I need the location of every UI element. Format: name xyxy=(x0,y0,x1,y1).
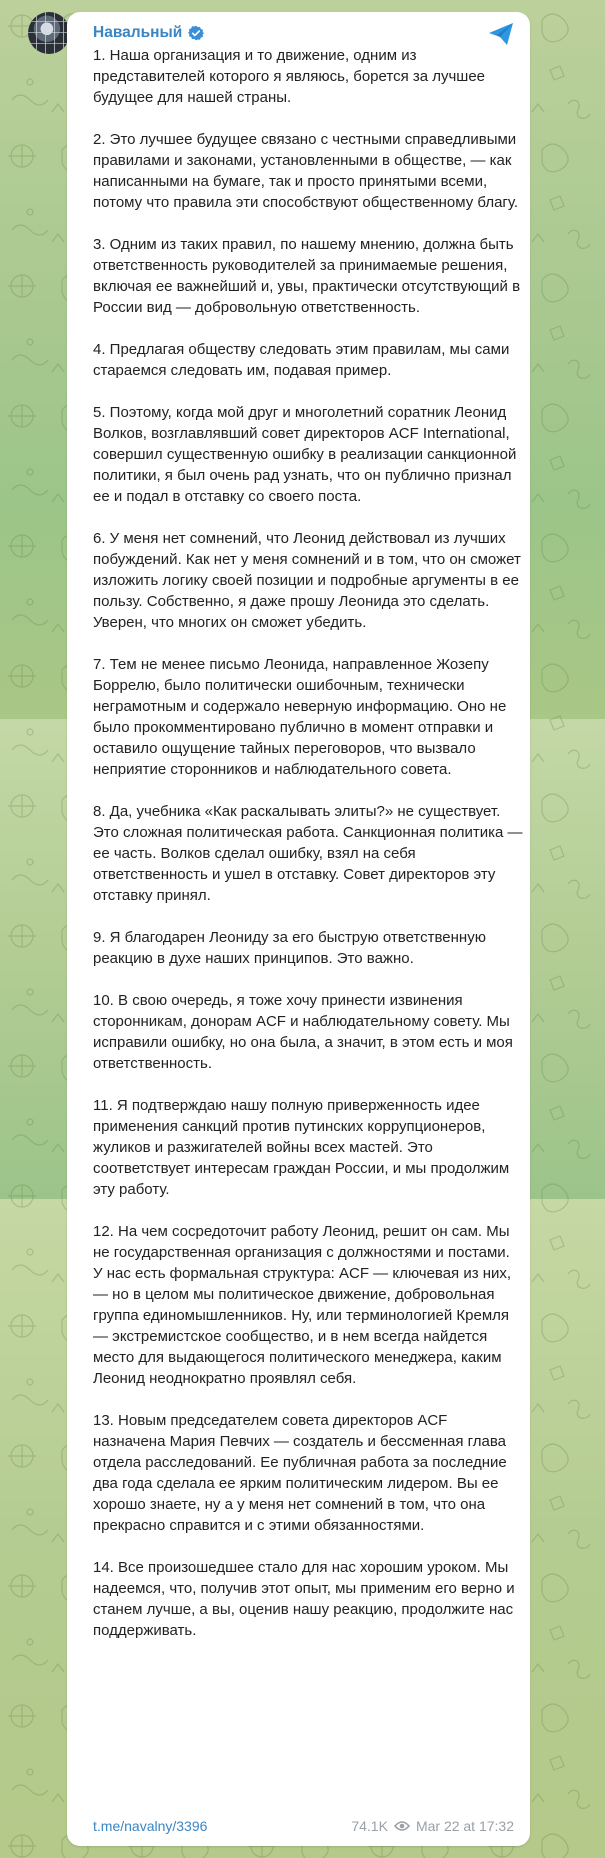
paragraph-12: 12. На чем сосредоточит работу Леонид, решит он сам. Мы не государственная организация с должностями и постами. У нас есть формальная структура: ACF — ключевая из них, — но в целом мы политическое движение, добровольная группа единомышленников. Ну, или терминологией Кремля — экстремистское сообщество, и в нем всегда найдется место для выдающегося политического менеджера, каким Леонид неоднократно проявлял себя. xyxy=(93,1223,512,1387)
paragraph-1: 1. Наша организация и то движение, одним из представителей которого я являюсь, борется за лучшее будущее для нашей страны. xyxy=(93,47,486,106)
paragraph-5: 5. Поэтому, когда мой друг и многолетний соратник Леонид Волков, возглавлявший совет директоров ACF International, совершил существенную ошибку в реализации санкционной политики, я был очень рад узнать, что он публично признал ее и подал в отставку со своего поста. xyxy=(93,404,517,505)
paragraph-11: 11. Я подтверждаю нашу полную приверженность идее применения санкций против путинских коррупционеров, жуликов и разжигателей войны всех мастей. Это соответствует интересам граждан России, и мы продолжим эту работу. xyxy=(93,1097,510,1198)
eye-icon xyxy=(394,1820,410,1832)
avatar-photo-icon xyxy=(28,12,70,54)
verified-badge-icon xyxy=(188,25,204,41)
message-meta xyxy=(351,1818,514,1834)
paragraph-4: 4. Предлагая обществу следовать этим правилам, мы сами стараемся следовать им, подавая пример. xyxy=(93,341,510,379)
post-link[interactable]: t.me/navalny/3396 xyxy=(93,1818,208,1834)
message-body xyxy=(93,45,523,1641)
message-header xyxy=(93,22,204,44)
channel-avatar[interactable] xyxy=(28,12,70,54)
paragraph-13: 13. Новым председателем совета директоров ACF назначена Мария Певчих — создатель и бессменная глава отдела расследований. Ее публичная работа за последние два года сделала ее ярким политическим лидером. Вы ее хорошо знаете, ну а у меня нет сомнений в том, что она прекрасно справится и с этими обязанностями. xyxy=(93,1412,507,1534)
paragraph-7: 7. Тем не менее письмо Леонида, направленное Жозепу Боррелю, было политически ошибочным, технически неграмотным и содержало неверную информацию. Оно не было прокомментировано публично в момент отправки и оставило ощущение тайных переговоров, что вызвало неприятие сторонников и наблюдательного совета. xyxy=(93,656,507,778)
paragraph-10: 10. В свою очередь, я тоже хочу принести извинения сторонникам, донорам ACF и наблюдательному совету. Мы исправили ошибку, но она была, а значит, в этом есть и моя ответственность. xyxy=(93,992,513,1072)
message-card xyxy=(67,12,530,1846)
paragraph-14: 14. Все произошедшее стало для нас хорошим уроком. Мы надеемся, что, получив этот опыт, мы применим его верно и станем лучше, а вы, оценив нашу реакцию, продолжите нас поддерживать. xyxy=(93,1559,515,1639)
view-count: 74.1K xyxy=(351,1818,388,1834)
timestamp: Mar 22 at 17:32 xyxy=(415,1818,514,1834)
channel-name[interactable]: Навальный xyxy=(93,24,183,41)
paragraph-8: 8. Да, учебника «Как раскалывать элиты?» не существует. Это сложная политическая работа. Санкционная политика — ее часть. Волков сделал ошибку, взял на себя ответственность и ушел в отставку. Совет директоров эту отставку принял. xyxy=(93,803,523,904)
paragraph-6: 6. У меня нет сомнений, что Леонид действовал из лучших побуждений. Как нет у меня сомнений и в том, что он сможет изложить логику своей позиции и подробные аргументы в ее пользу. Собственно, я даже прошу Леонида это сделать. Уверен, что многих он сможет убедить. xyxy=(93,530,521,631)
paragraph-9: 9. Я благодарен Леониду за его быструю ответственную реакцию в духе наших принципов. Это важно. xyxy=(93,929,486,967)
paragraph-3: 3. Одним из таких правил, по нашему мнению, должна быть ответственность руководителей за принимаемые решения, включая ее важнейший и, увы, практически отсутствующий в России вид — добровольную ответственность. xyxy=(93,236,521,316)
telegram-send-icon[interactable] xyxy=(488,22,514,46)
message-footer xyxy=(93,1816,514,1836)
paragraph-2: 2. Это лучшее будущее связано с честными справедливыми правилами и законами, установленными в обществе, — как написанными на бумаге, так и просто принятыми всеми, потому что правила эти способствуют общественному благу. xyxy=(93,131,519,211)
